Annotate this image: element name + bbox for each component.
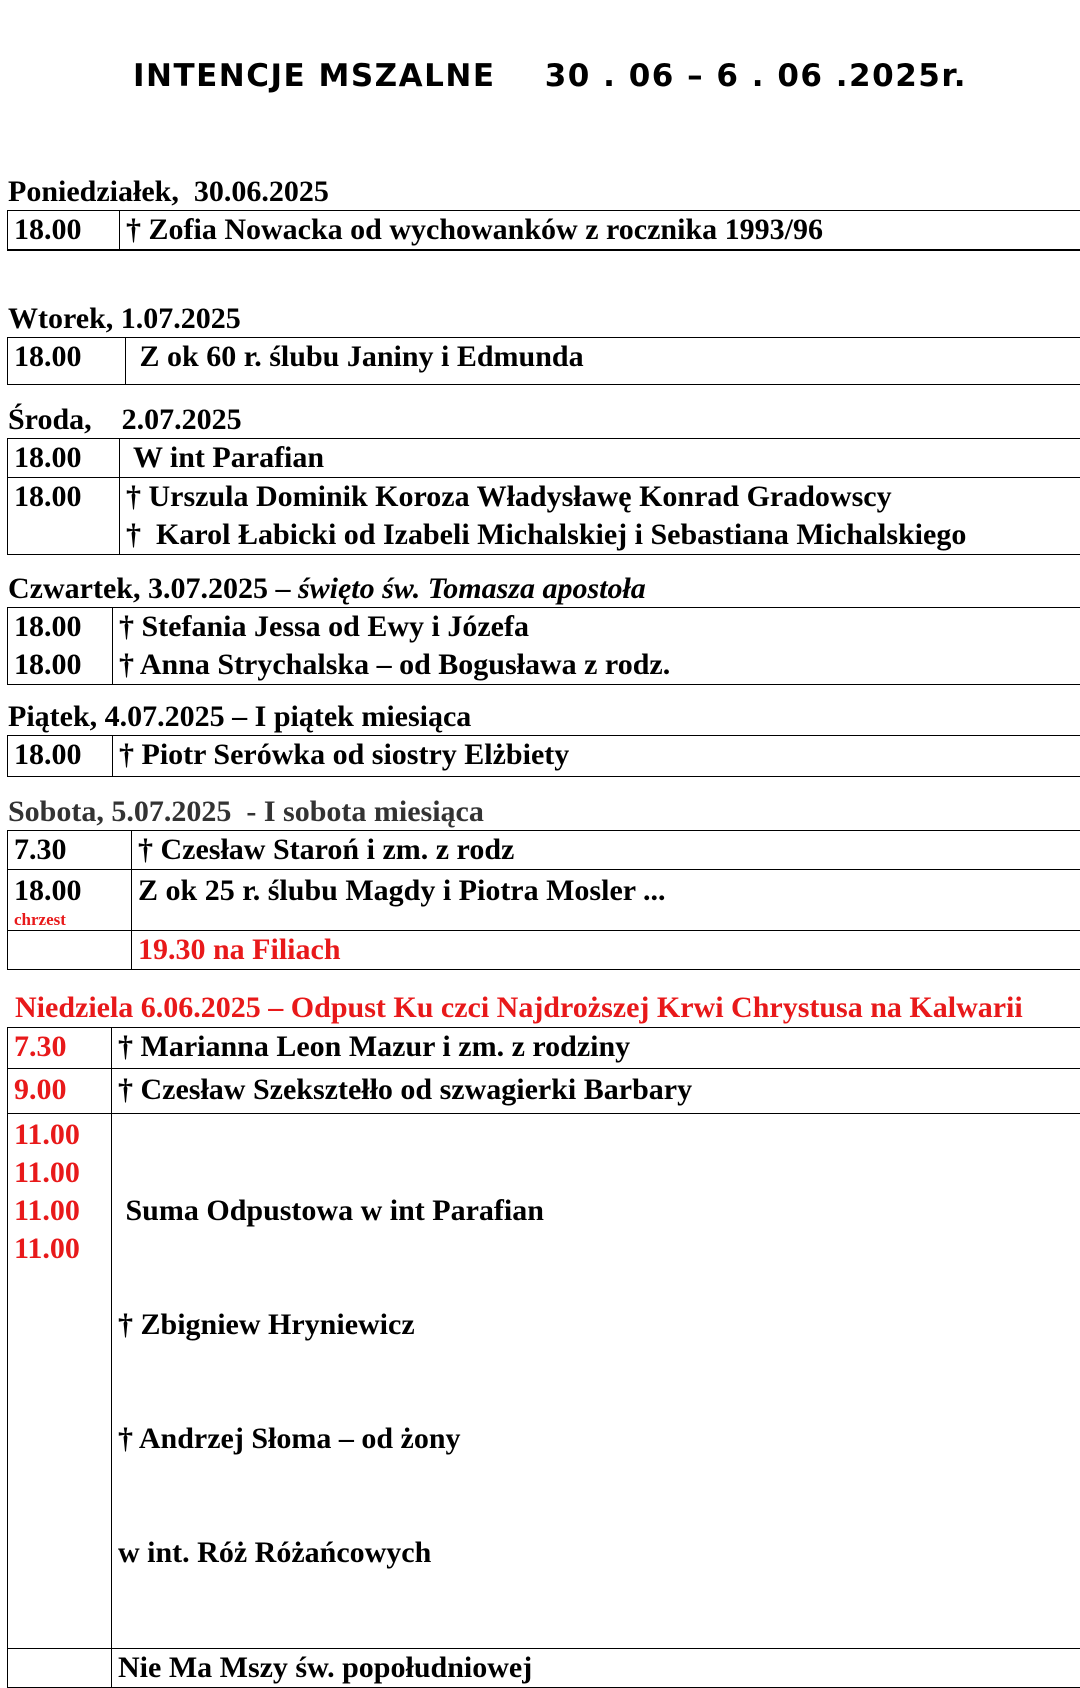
- day-heading-text: Czwartek, 3.07.2025 –: [8, 572, 298, 605]
- table-row: [8, 439, 1080, 478]
- mass-intention: † Anna Strychalska – od Bogusława z rodz.: [113, 646, 1080, 685]
- table-row: [8, 1069, 1080, 1114]
- empty-cell: [8, 250, 120, 251]
- mass-time: 9.00: [8, 1069, 112, 1114]
- mass-time: 18.00: [8, 608, 113, 647]
- mass-time: 11.00: [14, 1116, 111, 1154]
- mass-time: 18.00: [8, 736, 113, 777]
- intention-line: † Karol Łabicki od Izabeli Michalskiej i Sebastiana Michalskiego: [126, 516, 1080, 554]
- empty-cell: [120, 250, 1080, 251]
- mass-time: 18.00: [8, 478, 120, 555]
- day-heading-sunday: Niedziela 6.06.2025 – Odpust Ku czci Najdroższej Krwi Chrystusa na Kalwarii: [15, 991, 1023, 1025]
- mass-intention: [120, 478, 1080, 555]
- table-row: [8, 931, 1080, 970]
- mass-time: 7.30: [8, 831, 132, 870]
- mass-intention: † Zbigniew Hryniewicz: [118, 1306, 1080, 1344]
- table-row: [8, 1114, 1080, 1649]
- mass-time: 18.00: [8, 211, 120, 250]
- mass-intention: Z ok 60 r. ślubu Janiny i Edmunda: [126, 338, 1080, 385]
- mass-intention: † Zofia Nowacka od wychowanków z rocznika 1993/96: [120, 211, 1080, 250]
- table-row: [8, 1649, 1080, 1688]
- mass-intention: Z ok 25 r. ślubu Magdy i Piotra Mosler ...: [132, 870, 1080, 931]
- table-row: [8, 608, 1080, 647]
- mass-intention: † Czesław Szeksztełło od szwagierki Barbary: [112, 1069, 1080, 1114]
- mass-time: 11.00: [14, 1192, 111, 1230]
- mass-intention: † Marianna Leon Mazur i zm. z rodziny: [112, 1028, 1080, 1069]
- table-row: [8, 1028, 1080, 1069]
- mass-intentions-cell: [112, 1114, 1080, 1649]
- mass-time: 11.00: [14, 1154, 111, 1192]
- table-row: [8, 736, 1080, 777]
- empty-cell: [8, 931, 132, 970]
- day-heading-friday: Piątek, 4.07.2025 – I piątek miesiąca: [8, 700, 471, 734]
- day-heading-saturday: Sobota, 5.07.2025 - I sobota miesiąca: [8, 795, 484, 829]
- mass-time: 7.30: [8, 1028, 112, 1069]
- table-row: [8, 250, 1080, 251]
- schedule-sunday: [7, 1027, 1080, 1688]
- day-heading-thursday: [8, 572, 646, 606]
- mass-times-cell: [8, 1114, 112, 1649]
- table-row: [8, 646, 1080, 685]
- mass-intention: W int Parafian: [120, 439, 1080, 478]
- table-row: [8, 831, 1080, 870]
- mass-time: 18.00: [8, 439, 120, 478]
- mass-intention: w int. Róż Różańcowych: [118, 1534, 1080, 1572]
- no-afternoon-mass-note: Nie Ma Mszy św. popołudniowej: [112, 1649, 1080, 1688]
- filie-note: 19.30 na Filiach: [132, 931, 1080, 970]
- mass-time-cell: [8, 870, 132, 931]
- intention-line: † Urszula Dominik Koroza Władysławę Konrad Gradowscy: [126, 478, 1080, 516]
- schedule-monday: [7, 210, 1080, 251]
- table-row: [8, 870, 1080, 931]
- table-row: [8, 338, 1080, 385]
- table-row: [8, 211, 1080, 250]
- table-row: [8, 478, 1080, 555]
- day-heading-tuesday: Wtorek, 1.07.2025: [8, 302, 241, 336]
- mass-time: 11.00: [14, 1230, 111, 1268]
- mass-intention: Suma Odpustowa w int Parafian: [118, 1192, 1080, 1230]
- feast-name: święto św. Tomasza apostoła: [298, 572, 646, 605]
- baptism-note: chrzest: [14, 910, 131, 930]
- schedule-tuesday: [7, 337, 1080, 385]
- schedule-thursday: [7, 607, 1080, 685]
- schedule-wednesday: [7, 438, 1080, 555]
- mass-time: 18.00: [8, 646, 113, 685]
- mass-time: 18.00: [14, 874, 82, 907]
- mass-intention: † Andrzej Słoma – od żony: [118, 1420, 1080, 1458]
- schedule-saturday: [7, 830, 1080, 970]
- schedule-friday: [7, 735, 1080, 777]
- mass-intention: † Stefania Jessa od Ewy i Józefa: [113, 608, 1080, 647]
- mass-intention: † Piotr Serówka od siostry Elżbiety: [113, 736, 1080, 777]
- day-heading-monday: Poniedziałek, 30.06.2025: [8, 175, 329, 209]
- empty-cell: [8, 1649, 112, 1688]
- page-title: INTENCJE MSZALNE 30 . 06 – 6 . 06 .2025r.: [0, 58, 1080, 94]
- mass-intention: † Czesław Staroń i zm. z rodz: [132, 831, 1080, 870]
- mass-time: 18.00: [8, 338, 126, 385]
- day-heading-wednesday: Środa, 2.07.2025: [8, 403, 242, 437]
